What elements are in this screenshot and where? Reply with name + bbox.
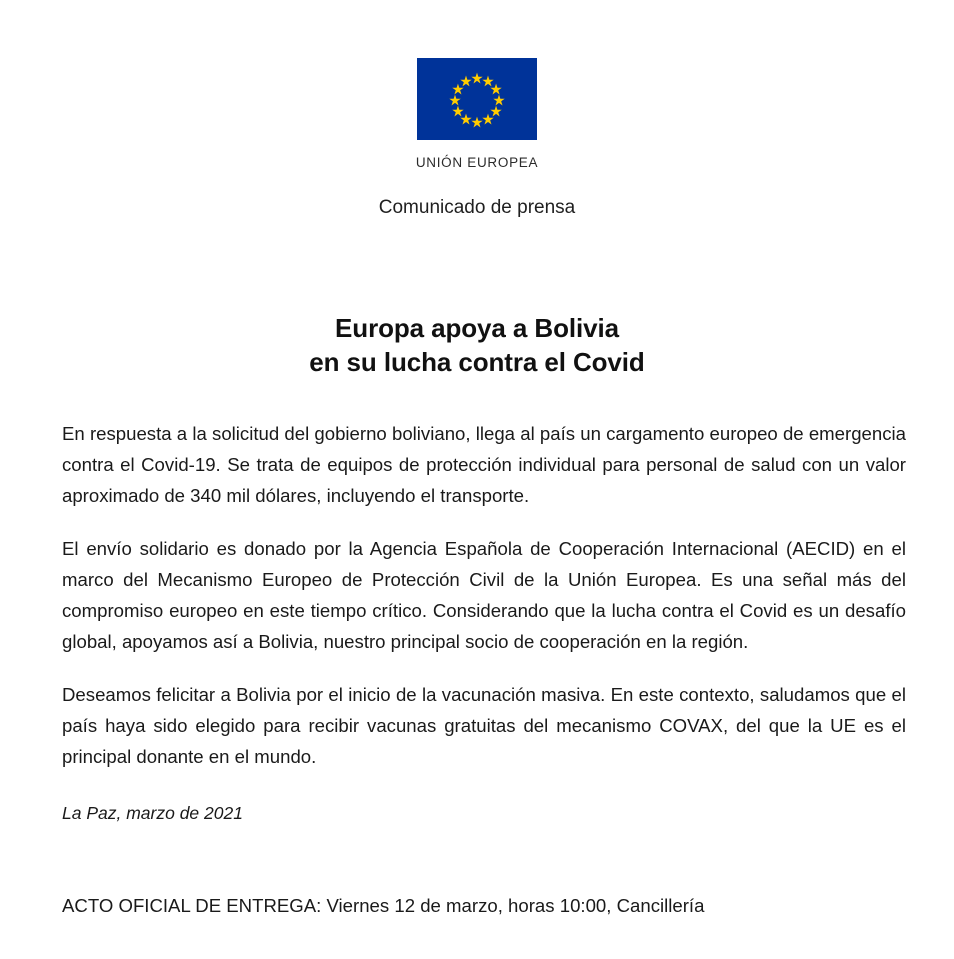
organization-label: UNIÓN EUROPEA xyxy=(415,155,539,170)
document-body xyxy=(62,418,906,920)
document-type-label: Comunicado de prensa xyxy=(378,197,576,218)
eu-flag-icon xyxy=(417,58,537,140)
dateline: La Paz, marzo de 2021 xyxy=(62,802,243,823)
body-paragraph: El envío solidario es donado por la Agencia Española de Cooperación Internacional (AECID) en el marco del Mecanismo Europeo de Protección Civil de la Unión Europea. Es una señal más del compromiso europeo en este tiempo crítico. Considerando que la lucha contra el Covid es un desafío global, apoyamos así a Bolivia, nuestro principal socio de cooperación en la región. xyxy=(62,537,906,652)
official-event-note: ACTO OFICIAL DE ENTREGA: Viernes 12 de marzo, horas 10:00, Cancillería xyxy=(62,894,705,916)
body-paragraph: En respuesta a la solicitud del gobierno boliviano, llega al país un cargamento europeo de emergencia contra el Covid-19. Se trata de equipos de protección individual para personal de salud con un valor aproximado de 340 mil dólares, incluyendo el transporte. xyxy=(62,422,906,506)
page-title-line-1: Europa apoya a Bolivia xyxy=(335,313,619,343)
page-title-line-2: en su lucha contra el Covid xyxy=(309,347,645,378)
document-header xyxy=(0,0,954,219)
body-paragraphs xyxy=(62,418,906,772)
page-title xyxy=(0,311,954,380)
body-paragraph: Deseamos felicitar a Bolivia por el inicio de la vacunación masiva. En este contexto, saludamos que el país haya sido elegido para recibir vacunas gratuitas del mecanismo COVAX, del que la UE es el principal donante en el mundo. xyxy=(62,683,906,767)
